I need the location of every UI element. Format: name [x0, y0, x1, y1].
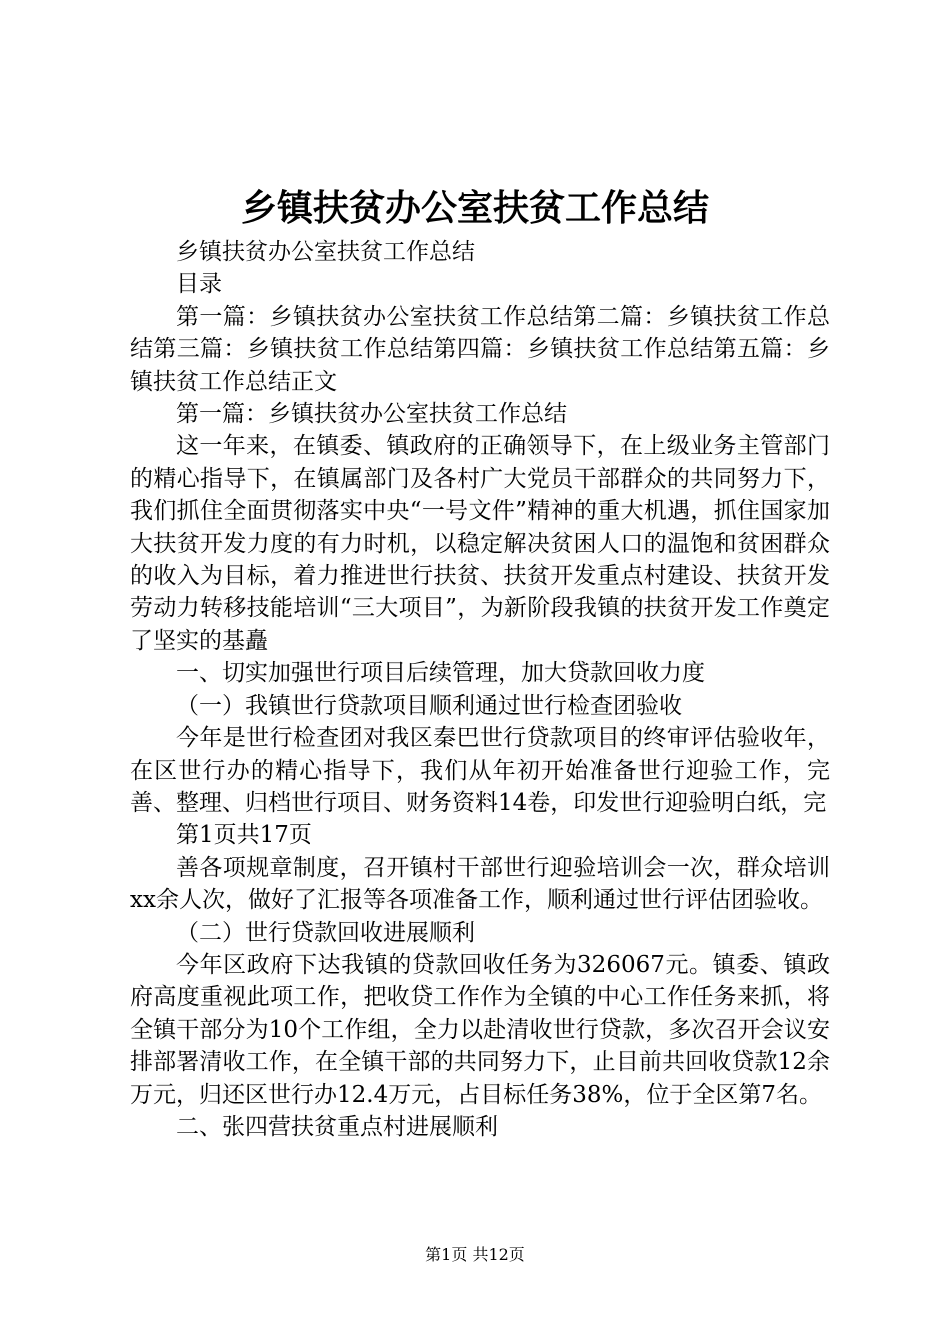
document-title: 乡镇扶贫办公室扶贫工作总结 — [240, 187, 709, 229]
paragraph: 这一年来，在镇委、镇政府的正确领导下，在上级业务主管部门的精心指导下，在镇属部门及各村广大党员干部群众的共同努力下，我们抓住全面贯彻落实中央“一号文件”精神的重大机遇，抓住国家加大扶贫开发力度的有力时机，以稳定解决贫困人口的温饱和贫困群众的收入为目标，着力推进世行扶贫、扶贫开发重点村建设、扶贫开发劳动力转移技能培训“三大项目”，为新阶段我镇的扶贫开发工作奠定了坚实的基矗 — [130, 433, 830, 654]
paragraph: 第一篇：乡镇扶贫办公室扶贫工作总结第二篇：乡镇扶贫工作总结第三篇：乡镇扶贫工作总结第四篇：乡镇扶贫工作总结第五篇：乡镇扶贫工作总结正文 — [130, 303, 830, 395]
paragraph: （二）世行贷款回收进展顺利 — [176, 919, 475, 946]
page-footer: 第1页 共12页 — [425, 1245, 525, 1264]
paragraph: 善各项规章制度，召开镇村干部世行迎验培训会一次，群众培训xx余人次，做好了汇报等各项准备工作，顺利通过世行评估团验收。 — [130, 854, 830, 914]
paragraph: 第1页共17页 — [176, 822, 312, 849]
paragraph: 第一篇：乡镇扶贫办公室扶贫工作总结 — [176, 401, 567, 428]
paragraph: （一）我镇世行贷款项目顺利通过世行检查团验收 — [176, 692, 682, 719]
paragraph: 目录 — [176, 271, 222, 298]
paragraph: 今年是世行检查团对我区秦巴世行贷款项目的终审评估验收年，在区世行办的精心指导下，我们从年初开始准备世行迎验工作，完善、整理、归档世行项目、财务资料14卷，印发世行迎验明白纸，完 — [130, 725, 830, 816]
paragraph: 乡镇扶贫办公室扶贫工作总结 — [176, 239, 475, 265]
paragraph: 二、张四营扶贫重点村进展顺利 — [176, 1113, 498, 1140]
paragraph: 一、切实加强世行项目后续管理，加大贷款回收力度 — [176, 660, 705, 687]
paragraph: 今年区政府下达我镇的贷款回收任务为326067元。镇委、镇政府高度重视此项工作，把收贷工作作为全镇的中心工作任务来抓，将全镇干部分为10个工作组，全力以赴清收世行贷款，多次召开会议安排部署清收工作，在全镇干部的共同努力下，止目前共回收贷款12余万元，归还区世行办12.4万元，占目标任务38%，位于全区第7名。 — [130, 951, 830, 1108]
document-body — [130, 236, 830, 1143]
